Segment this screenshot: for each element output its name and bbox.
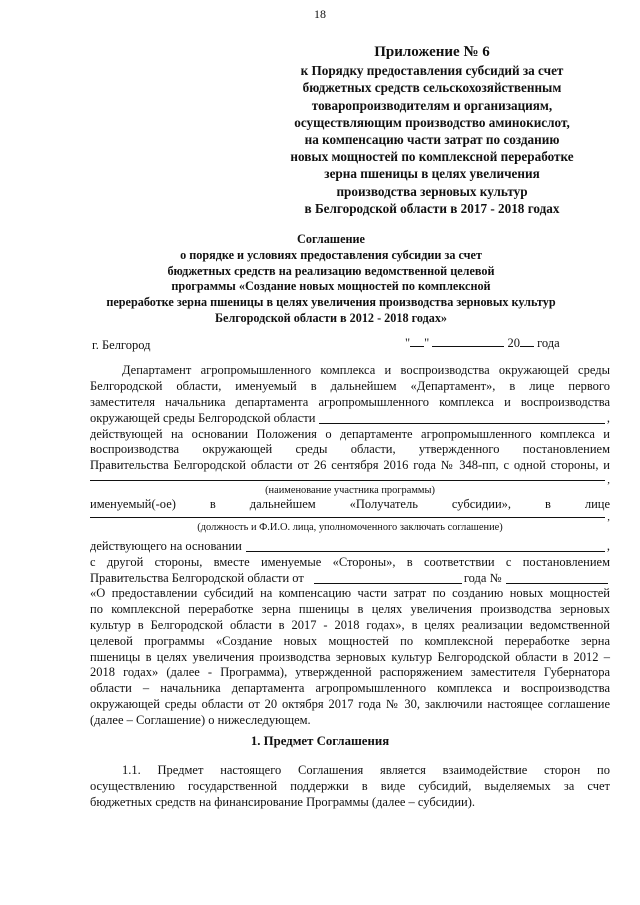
appendix-line: зерна пшеницы в целях увеличения [324, 166, 540, 182]
appendix-line: в Белгородской области в 2017 - 2018 годах [304, 200, 560, 216]
paragraph-line: (далее – Соглашение) о нижеследующем. [90, 713, 311, 728]
participant-caption: (наименование участника программы) [265, 485, 435, 496]
paragraph-line: «О предоставлении субсидий на компенсацию части затрат по созданию новых мощностей [90, 586, 610, 600]
agreement-line: о порядке и условиях предоставления субсидии за счет [180, 247, 482, 262]
person-line: , [90, 513, 610, 521]
year-prefix: 20 [507, 336, 520, 350]
paragraph-line: по комплексной переработке зерна пшеницы в целях увеличения производства зерновых [90, 601, 610, 616]
person-caption: (должность и Ф.И.О. лица, уполномоченного заключать соглашение) [197, 521, 503, 533]
preamble-line: Департамент агропромышленного комплекса и воспроизводства окружающей среды [122, 363, 610, 377]
year-blank[interactable] [520, 334, 534, 347]
clause-line: 1.1. Предмет настоящего Соглашения является взаимодействие сторон по [122, 763, 610, 777]
preamble-line-with-blank: окружающей среды Белгородской области , [90, 410, 610, 425]
named-word: лице [584, 497, 610, 511]
appendix-line: к Порядку предоставления субсидий за счет [300, 63, 564, 79]
preamble-line: Правительства Белгородской области от 26 сентября 2016 года № 348-пп, с одной стороны, и [90, 458, 610, 473]
clause-1-1 [90, 763, 610, 811]
gov-line [90, 571, 610, 587]
acting-basis-blank[interactable] [246, 550, 605, 552]
month-blank[interactable] [432, 334, 504, 347]
paragraph-line: культур в Белгородской области в 2017 - 2018 годах», в целях реализации ведомственной [90, 617, 610, 632]
appendix-line: бюджетных средств сельскохозяйственным [302, 80, 562, 96]
acting-block [90, 539, 610, 587]
named-word: «Получатель [349, 497, 418, 511]
agreement-heading [60, 232, 602, 327]
date-quote-close: " [424, 336, 430, 350]
participant-line: , [90, 476, 610, 484]
appendix-line: новых мощностей по комплексной переработке [290, 149, 574, 165]
preamble-line: заместителя начальника департамента агропромышленного комплекса и воспроизводства [90, 394, 610, 409]
preamble [90, 363, 610, 474]
main-paragraph [90, 586, 610, 729]
named-word: в [544, 497, 551, 511]
gov-date-blank[interactable] [314, 582, 462, 584]
paragraph-line: 2018 годах» (далее - Программа), утвержденной распоряжением заместителя Губернатора [90, 665, 610, 680]
appendix-heading [262, 44, 602, 217]
paragraph-line: окружающей среды области от 20 октября 2017 года № 30, заключили настоящее соглашение [90, 697, 610, 712]
preamble-line: действующей на основании Положения о департаменте агропромышленного комплекса и [90, 426, 610, 441]
acting-text: действующего на основании [90, 538, 242, 553]
appendix-line: производства зерновых культур [336, 183, 528, 199]
named-word: именуемый(-ое) [90, 497, 176, 511]
day-blank[interactable] [410, 334, 424, 347]
named-word: субсидии», [451, 497, 512, 511]
named-row [90, 497, 610, 513]
preamble-text: окружающей среды Белгородской области [90, 410, 316, 425]
agreement-line: Белгородской области в 2012 - 2018 годах» [214, 310, 448, 325]
clause-line: бюджетных средств на финансирование Программы (далее – субсидии). [90, 794, 476, 809]
date-line [405, 334, 560, 351]
agreement-line: переработке зерна пшеницы в целях увеличения производства зерновых культур [106, 295, 556, 310]
preamble-line: воспроизводства окружающей среды области, утвержденного постановлением [90, 442, 610, 457]
named-word: в [209, 497, 216, 511]
preamble-line: Белгородской области, именуемый в дальнейшем «Департамент», в лице первого [90, 378, 610, 393]
person-name-blank[interactable] [90, 516, 605, 518]
appendix-line: товаропроизводителям и организациям, [311, 97, 553, 113]
page-number: 18 [314, 7, 326, 21]
paragraph-line: пшеницы в целях увеличения производства зерновых культур Белгородской области в 2012 – [90, 649, 610, 664]
gov-number-blank[interactable] [506, 582, 609, 584]
agreement-line: программы «Создание новых мощностей по комплексной [171, 279, 491, 294]
year-suffix: года [537, 336, 560, 350]
date-quote-open: " [405, 336, 411, 350]
participant-name-blank[interactable] [90, 479, 605, 481]
appendix-line: на компенсацию части затрат по созданию [304, 132, 560, 148]
year-no-text: года № [463, 570, 502, 585]
participant-block [90, 476, 610, 534]
agreement-line: бюджетных средств на реализацию ведомственной целевой [167, 263, 495, 278]
other-side-line: с другой стороны, вместе именуемые «Стороны», в соответствии с постановлением [90, 554, 610, 569]
gov-text: Правительства Белгородской области от [90, 570, 304, 585]
acting-line: действующего на основании , [90, 538, 610, 553]
official-name-blank[interactable] [319, 422, 604, 424]
agreement-title: Соглашение [297, 232, 365, 246]
named-word: дальнейшем [249, 497, 316, 511]
clause-line: осуществлению государственной поддержки в виде субсидий, выделяемых за счет [90, 778, 610, 793]
appendix-line: осуществляющим производство аминокислот, [294, 114, 570, 130]
section-heading: 1. Предмет Соглашения [250, 734, 390, 748]
appendix-title: Приложение № 6 [374, 44, 490, 60]
paragraph-line: области – начальника департамента агропромышленного комплекса и воспроизводства [90, 681, 610, 696]
paragraph-line: целевой программы «Создание новых мощностей по комплексной переработке зерна [90, 633, 610, 648]
city: г. Белгород [92, 338, 151, 352]
